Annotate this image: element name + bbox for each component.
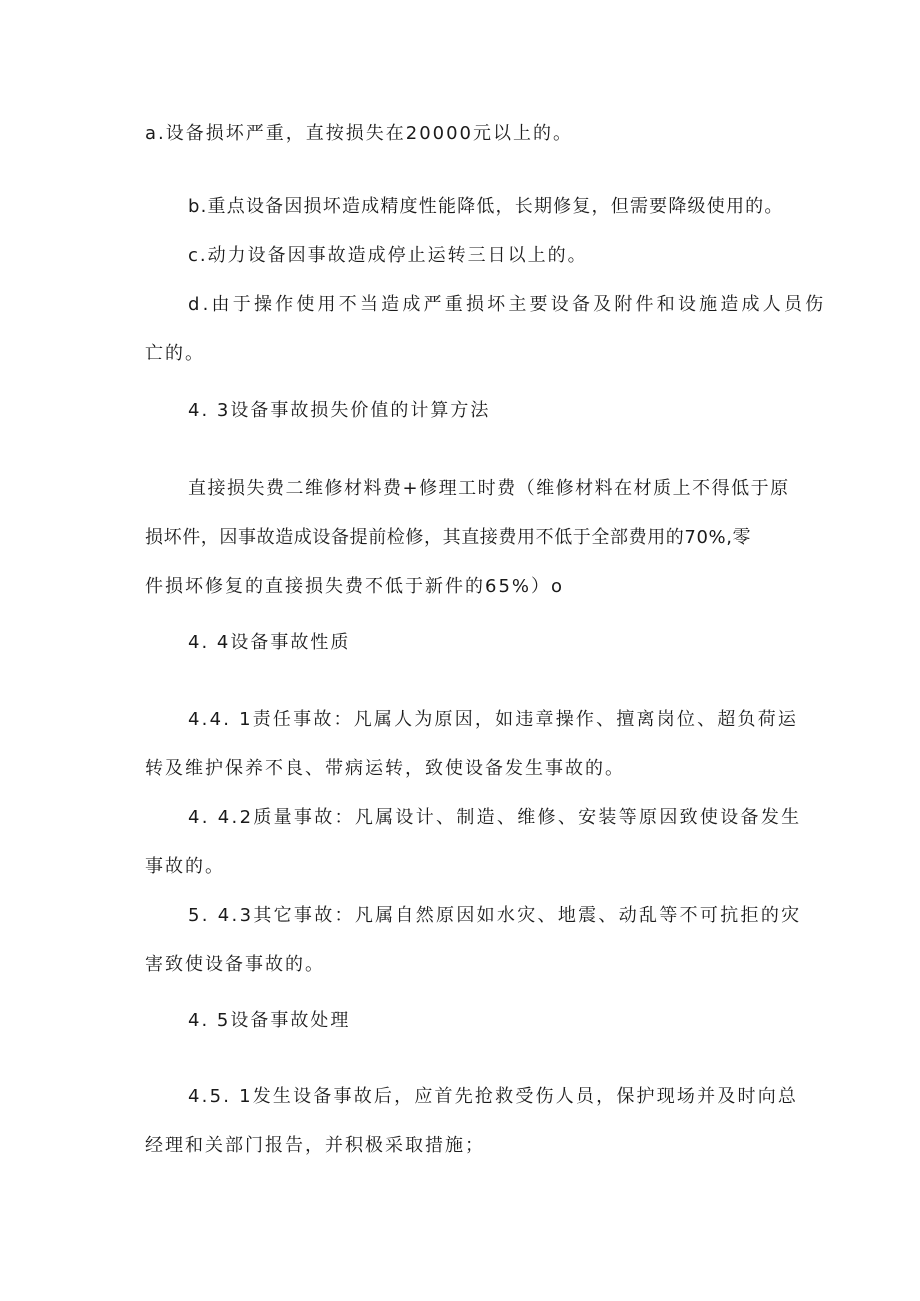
text-line: 事故的。 xyxy=(145,856,225,877)
text-line: d.由于操作使用不当造成严重损坏主要设备及附件和设施造成人员伤 xyxy=(188,294,827,315)
text-line: 经理和关部门报告，并积极采取措施； xyxy=(145,1135,485,1156)
text-line: 损坏件，因事故造成设备提前检修，其直接费用不低于全部费用的70%,零 xyxy=(145,527,752,548)
section-heading: 4. 3设备事故损失价值的计算方法 xyxy=(188,400,491,421)
text-line: 4. 4.2质量事故：凡属设计、制造、维修、安装等原因致使设备发生 xyxy=(188,807,802,828)
text-line: 亡的。 xyxy=(145,343,205,364)
text-line: b.重点设备因损坏造成精度性能降低，长期修复，但需要降级使用的。 xyxy=(188,196,784,217)
text-line: a.设备损坏严重，直按损失在20000元以上的。 xyxy=(145,123,574,144)
text-line: 直接损失费二维修材料费+修理工时费（维修材料在材质上不得低于原 xyxy=(188,478,790,499)
text-line: 害致使设备事故的。 xyxy=(145,954,325,975)
text-line: 4.5. 1发生设备事故后，应首先抢救受伤人员，保护现场并及时向总 xyxy=(188,1086,799,1107)
section-heading: 4. 4设备事故性质 xyxy=(188,632,351,653)
text-line: c.动力设备因事故造成停止运转三日以上的。 xyxy=(188,245,588,266)
text-line: 4.4. 1责任事故：凡属人为原因，如违章操作、擅离岗位、超负荷运 xyxy=(188,709,799,730)
text-line: 转及维护保养不良、带病运转，致使设备发生事故的。 xyxy=(145,758,625,779)
section-heading: 4. 5设备事故处理 xyxy=(188,1010,351,1031)
text-line: 件损坏修复的直接损失费不低于新件的65%）o xyxy=(145,576,565,597)
text-line: 5. 4.3其它事故：凡属自然原因如水灾、地震、动乱等不可抗拒的灾 xyxy=(188,905,802,926)
